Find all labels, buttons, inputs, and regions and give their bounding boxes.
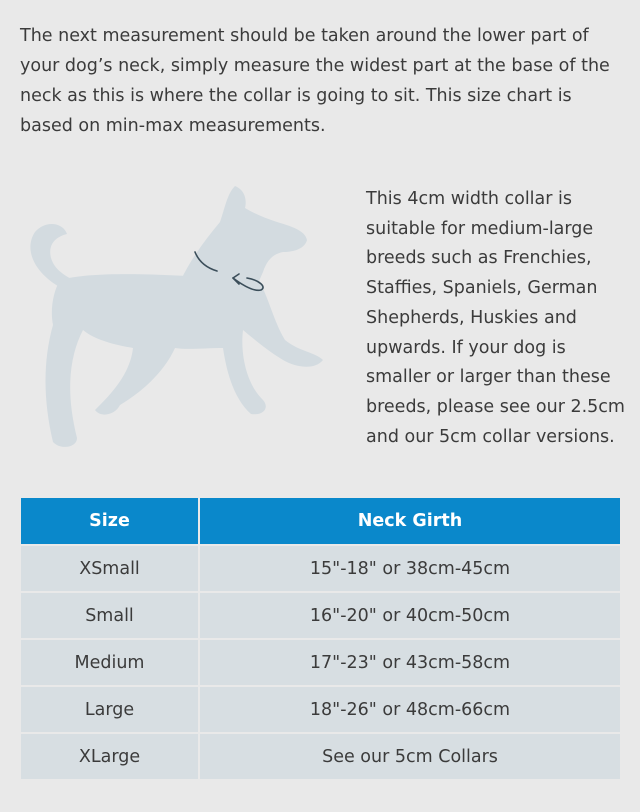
- size-cell: XLarge: [21, 732, 200, 779]
- girth-cell: 17"-23" or 43cm-58cm: [200, 638, 620, 685]
- column-header-size: Size: [21, 498, 200, 544]
- girth-cell: See our 5cm Collars: [200, 732, 620, 779]
- table-header-row: [21, 498, 620, 544]
- column-header-neck-girth: Neck Girth: [200, 498, 620, 544]
- size-chart-table: [21, 498, 620, 779]
- size-cell: Medium: [21, 638, 200, 685]
- intro-paragraph: The next measurement should be taken around the lower part of your dog’s neck, simply measure the widest part at the base of the neck as this is where the collar is going to sit. This size chart is based on min-max measurements.: [20, 26, 610, 136]
- size-cell: Large: [21, 685, 200, 732]
- size-cell: XSmall: [21, 544, 200, 591]
- table-row: [21, 638, 620, 685]
- table-row: [21, 591, 620, 638]
- girth-cell: 16"-20" or 40cm-50cm: [200, 591, 620, 638]
- table-row: [21, 544, 620, 591]
- table-row: [21, 685, 620, 732]
- girth-cell: 18"-26" or 48cm-66cm: [200, 685, 620, 732]
- collar-description: This 4cm width collar is suitable for medium-large breeds such as Frenchies, Staffies, Spaniels, German Shepherds, Huskies and upwards. If your dog is smaller or larger than these breeds, please see our 2.5cm and our 5cm collar versions.: [366, 189, 625, 447]
- dog-silhouette-icon: [15, 180, 330, 455]
- girth-cell: 15"-18" or 38cm-45cm: [200, 544, 620, 591]
- size-cell: Small: [21, 591, 200, 638]
- table-row: [21, 732, 620, 779]
